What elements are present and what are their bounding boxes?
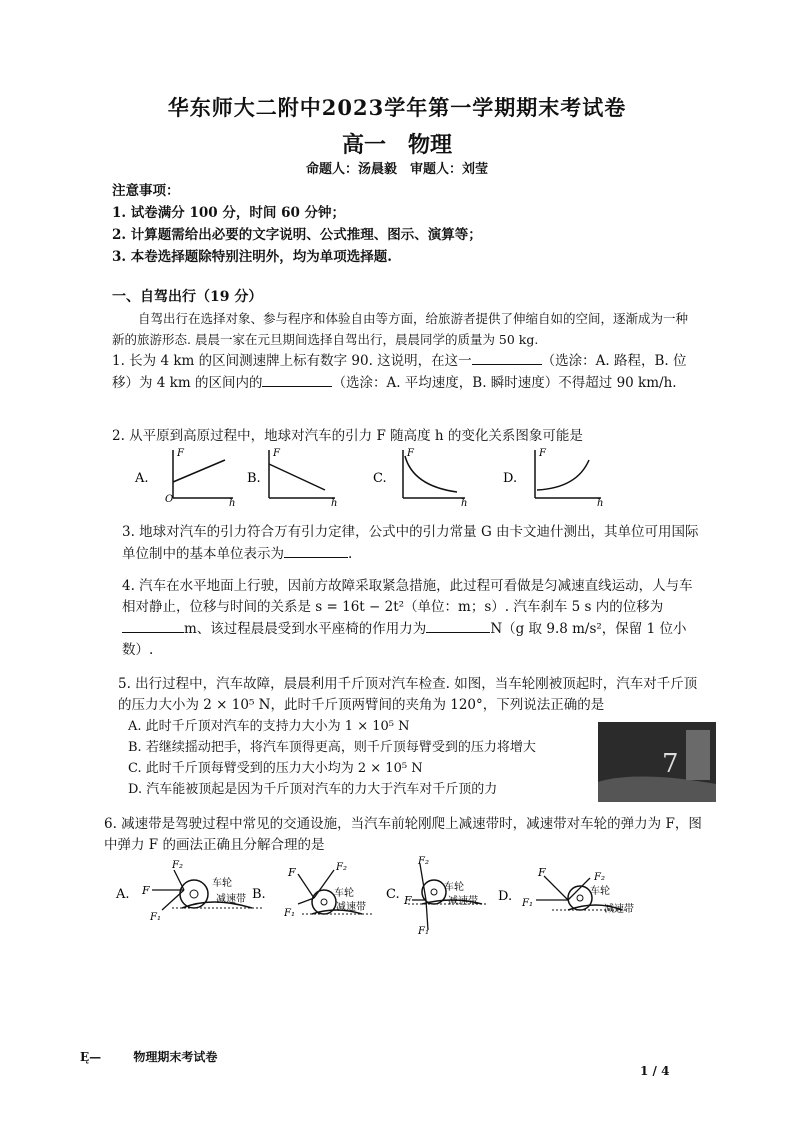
q4-blank-1[interactable]: [122, 618, 184, 633]
option-label: C.: [373, 471, 387, 486]
axis-x-label: h: [229, 498, 236, 508]
section-intro-text: 自驾出行在选择对象、参与程序和体验自由等方面，给旅游者提供了伸缩自如的空间，逐渐成为一种新的旅游形态. 晨晨一家在元旦期间选择自驾出行，晨晨同学的质量为 50 kg.: [112, 311, 689, 347]
axis-y-label: F: [539, 448, 546, 459]
question-2: 2. 从平原到高原过程中，地球对汽车的引力 F 随高度 h 的变化关系图象可能是: [112, 428, 583, 444]
force-label: F₂: [336, 862, 347, 873]
option-label: B.: [247, 471, 261, 486]
q6-option-b[interactable]: [252, 862, 372, 919]
wheel-label: 车轮: [444, 882, 464, 893]
graph-curve: [537, 460, 589, 490]
question-1: [112, 350, 702, 394]
footer-mark: Ę—: [80, 1050, 102, 1064]
question-4: [122, 576, 706, 661]
bump-label: 减速带: [216, 894, 246, 905]
bump-label: 减速带: [336, 902, 366, 913]
photo-number: 7: [662, 749, 679, 779]
q5-option-b[interactable]: B. 若继续摇动把手，将汽车顶得更高，则千斤顶每臂受到的压力将增大: [128, 740, 536, 755]
q3-text: 3. 地球对汽车的引力符合万有引力定律，公式中的引力常量 G 由卡文迪什测出，其单位可用国际单位制中的基本单位表示为: [122, 524, 699, 562]
graph-line: [173, 460, 225, 482]
axis-x-label: h: [331, 498, 338, 508]
force-label: F₁: [150, 912, 161, 923]
q1-text-1: 1. 长为 4 km 的区间测速牌上标有数字 90. 这说明，在这一: [112, 353, 472, 369]
bump-label: 减速带: [448, 896, 478, 907]
wheel-label: 车轮: [212, 878, 232, 889]
q3-text-end: .: [348, 546, 353, 562]
note-item: 1. 试卷满分 100 分，时间 60 分钟；: [112, 205, 346, 221]
axis-y-label: F: [407, 448, 414, 459]
axis-y-label: F: [273, 448, 280, 459]
jack-photo-image: [598, 722, 716, 802]
force-label: F₂: [418, 856, 429, 867]
option-label: D.: [498, 889, 513, 904]
force-label: F: [142, 884, 150, 897]
axis-y-label: F: [177, 448, 184, 459]
exam-title: 华东师大二附中2023学年第一学期期末考试卷: [167, 95, 627, 120]
force-label: F: [404, 894, 412, 907]
notes-heading: 注意事项：: [112, 183, 180, 199]
question-3: [122, 522, 702, 565]
q5-option-d[interactable]: D. 汽车能被顶起是因为千斤顶对汽车的力大于汽车对千斤顶的力: [128, 782, 498, 797]
option-label: A.: [135, 471, 149, 486]
q3-blank[interactable]: [284, 543, 348, 558]
q1-blank-1[interactable]: [472, 350, 542, 365]
graph-line: [269, 464, 325, 490]
notes-block: [112, 180, 482, 268]
q4-text-1: 4. 汽车在水平地面上行驶，因前方故障采取紧急措施，此过程可看做是匀减速直线运动，人与车相对静止，位移与时间的关系是 s = 16t − 2t²（单位：m；s）. 汽车刹车 5 s 内的位移为: [122, 578, 693, 615]
bump-label: 减速带: [604, 904, 634, 915]
graph-curve: [405, 456, 457, 492]
option-label: A.: [116, 887, 130, 902]
q2-option-b[interactable]: [247, 448, 337, 508]
q6-diagrams: [112, 856, 692, 936]
exam-subtitle: 高一 物理: [341, 132, 452, 158]
wheel-label: 车轮: [590, 886, 610, 897]
q2-option-c[interactable]: [373, 448, 467, 508]
option-label: D.: [503, 471, 518, 486]
q1-text-2: （选涂：A. 路程，B. 位移）为 4 km 的区间内的: [112, 353, 687, 391]
axis-x-label: h: [461, 498, 468, 508]
jack-photo: [598, 722, 716, 802]
footer-title: [80, 1048, 217, 1065]
force-label: F₁: [284, 908, 295, 919]
note-item: 2. 计算题需给出必要的文字说明、公式推理、图示、演算等；: [112, 227, 482, 243]
q4-blank-2[interactable]: [426, 618, 490, 633]
page-number: 1 / 4: [640, 1064, 670, 1078]
q2-graphs: [125, 446, 615, 508]
question-5: 5. 出行过程中，汽车故障，晨晨利用千斤顶对汽车检查. 如图，当车轮刚被顶起时，汽车对千斤顶的压力大小为 2 × 10⁵ N，此时千斤顶两臂间的夹角为 120°，下列说法正确的是: [118, 676, 698, 713]
origin-label: O: [165, 494, 174, 505]
q6-option-a[interactable]: [115, 860, 262, 923]
force-label: F₂: [172, 860, 183, 871]
force-label: F₁: [418, 926, 429, 936]
option-label: C.: [386, 887, 400, 902]
force-label: F: [288, 866, 296, 879]
q1-blank-2[interactable]: [262, 372, 332, 387]
q4-text-2: m、该过程晨晨受到水平座椅的作用力为: [184, 621, 427, 637]
force-label: F₂: [594, 872, 605, 883]
q6-option-d[interactable]: [498, 866, 634, 915]
q2-option-d[interactable]: [503, 448, 603, 508]
q6-option-c[interactable]: [386, 856, 488, 936]
exam-authors: 命题人：汤晨毅 审题人：刘莹: [305, 162, 488, 177]
force-label: F: [538, 866, 546, 879]
question-6: 6. 减速带是驾驶过程中常见的交通设施，当汽车前轮刚爬上减速带时，减速带对车轮的弹力为 F，图中弹力 F 的画法正确且分解合理的是: [104, 816, 702, 853]
option-label: B.: [252, 887, 266, 902]
q5-options: [128, 716, 598, 800]
q1-text-3: （选涂：A. 平均速度，B. 瞬时速度）不得超过 90 km/h.: [332, 375, 677, 391]
footer-text: 物理期末考试卷: [133, 1050, 218, 1064]
section-intro: [112, 308, 698, 350]
q4-text-3: N（g 取 9.8 m/s²，保留 1 位小数）.: [122, 621, 687, 658]
q5-option-c[interactable]: C. 此时千斤顶每臂受到的压力大小均为 2 × 10⁵ N: [128, 761, 423, 776]
q5-option-a[interactable]: A. 此时千斤顶对汽车的支持力大小为 1 × 10⁵ N: [128, 719, 410, 734]
q2-option-a[interactable]: [134, 448, 235, 508]
axis-x-label: h: [597, 498, 604, 508]
wheel-label: 车轮: [334, 888, 354, 899]
note-item: 3. 本卷选择题除特别注明外，均为单项选择题.: [112, 249, 392, 265]
force-label: F₁: [522, 898, 533, 909]
section-title: 一、自驾出行（19 分）: [112, 289, 263, 305]
